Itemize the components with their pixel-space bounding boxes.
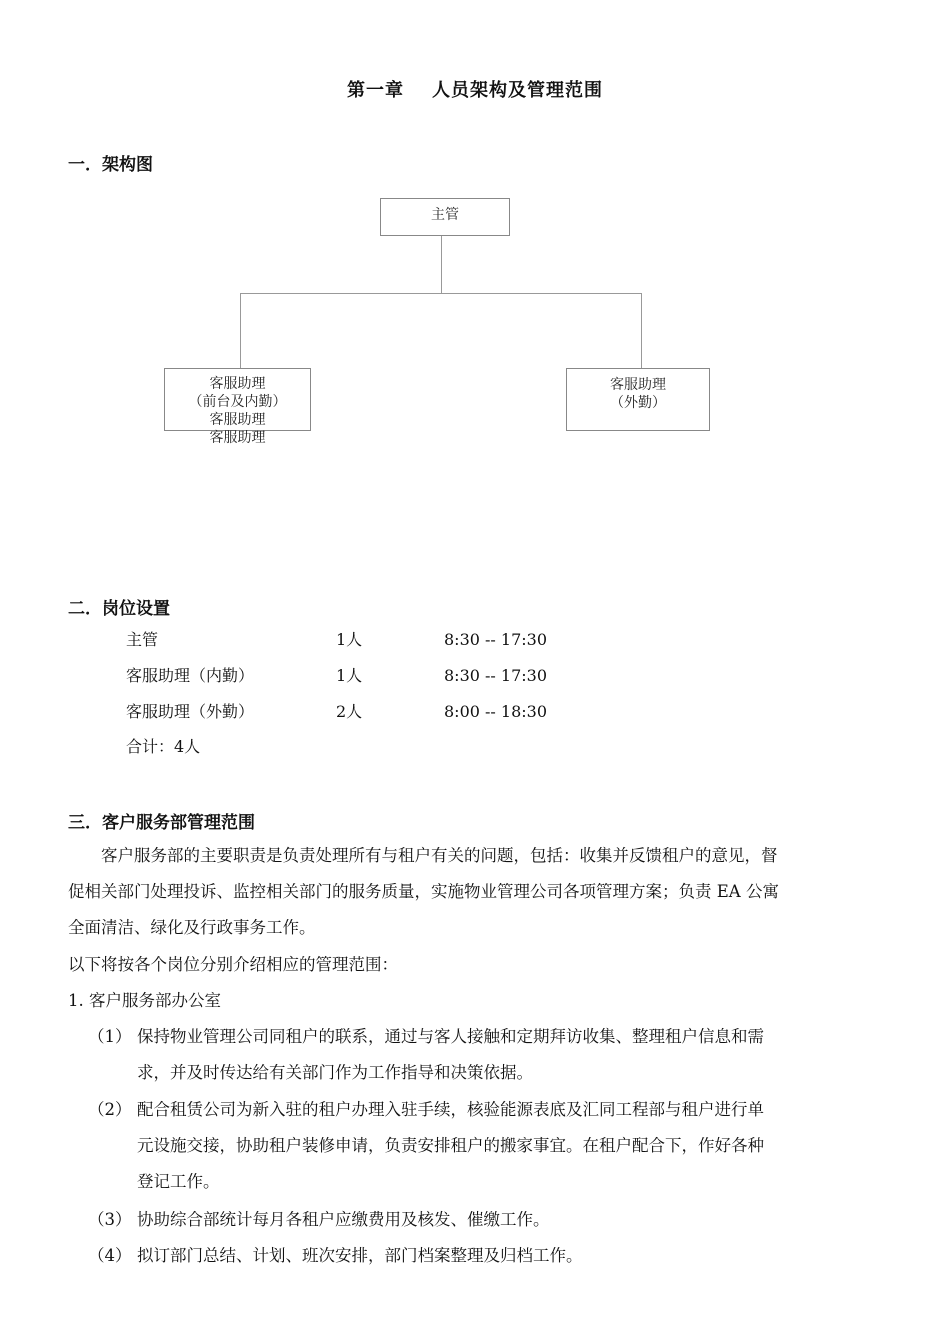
list-item-text [137, 1019, 883, 1091]
list-item-line: 求，并及时传达给有关部门作为工作指导和决策依据。 [137, 1063, 533, 1082]
org-box-assistant-front-label [164, 375, 311, 447]
org-right-line: 客服助理 [610, 377, 666, 393]
list-item-line: 协助综合部统计每月各租户应缴费用及核发、催缴工作。 [137, 1210, 550, 1229]
position-count: 1人 [336, 630, 363, 649]
section1-heading: 一．架构图 [68, 155, 153, 175]
position-hours: 8:30 -- 17:30 [444, 666, 548, 685]
list-item-number: （3） [88, 1210, 132, 1229]
list-item-text [137, 1202, 883, 1238]
org-left-line: 客服助理 [209, 430, 266, 446]
list-item-number: （2） [88, 1100, 132, 1119]
org-connector-right [641, 293, 642, 369]
org-right-line: （外勤） [610, 395, 666, 411]
org-box-supervisor [380, 198, 510, 236]
intro-line: 促相关部门处理投诉、监控相关部门的服务质量，实施物业管理公司各项管理方案；负责 EA 公寓 [68, 882, 779, 901]
org-box-assistant-field-label [567, 369, 709, 412]
sub-heading: 1. 客户服务部办公室 [68, 991, 221, 1010]
org-left-line: 客服助理 [209, 376, 266, 392]
org-connector-vertical [441, 236, 442, 293]
intro-line: 客户服务部的主要职责是负责处理所有与租户有关的问题，包括：收集并反馈租户的意见，督 [68, 846, 778, 865]
section2-heading: 二．岗位设置 [68, 599, 170, 619]
list-item-text [137, 1238, 883, 1274]
position-role: 主管 [126, 630, 159, 649]
position-count: 1人 [336, 666, 363, 685]
list-item-number: （4） [88, 1246, 132, 1265]
page-title [0, 76, 950, 102]
position-total-text: 合计：4人 [126, 737, 201, 756]
chapter-number: 第一章 [347, 80, 404, 101]
list-item-line: 保持物业管理公司同租户的联系，通过与客人接触和定期拜访收集、整理租户信息和需 [137, 1027, 764, 1046]
org-left-line: （前台及内勤） [188, 394, 287, 410]
section3-heading: 三．客户服务部管理范围 [68, 813, 255, 833]
org-connector-left [240, 293, 241, 369]
org-box-supervisor-label: 主管 [431, 207, 459, 223]
list-item-number: （1） [88, 1027, 132, 1046]
position-role: 客服助理（外勤） [126, 702, 255, 721]
list-item-line: 拟订部门总结、计划、班次安排，部门档案整理及归档工作。 [137, 1246, 583, 1265]
org-box-assistant-field [566, 368, 710, 431]
position-hours: 8:00 -- 18:30 [444, 702, 548, 721]
org-connector-horizontal [240, 293, 642, 294]
org-left-line: 客服助理 [209, 412, 266, 428]
position-hours: 8:30 -- 17:30 [444, 630, 548, 649]
chapter-title: 人员架构及管理范围 [432, 80, 603, 101]
list-item-text [137, 1092, 883, 1200]
intro-line: 全面清洁、绿化及行政事务工作。 [68, 918, 316, 937]
position-role: 客服助理（内勤） [126, 666, 255, 685]
intro-paragraph [68, 838, 883, 946]
list-item-line: 配合租赁公司为新入驻的租户办理入驻手续，核验能源表底及汇同工程部与租户进行单 [137, 1100, 764, 1119]
lead-text: 以下将按各个岗位分别介绍相应的管理范围： [68, 955, 398, 974]
list-item-line: 元设施交接，协助租户装修申请，负责安排租户的搬家事宜。在租户配合下，作好各种 [137, 1136, 764, 1155]
position-count: 2人 [336, 702, 363, 721]
list-item-line: 登记工作。 [137, 1172, 220, 1191]
